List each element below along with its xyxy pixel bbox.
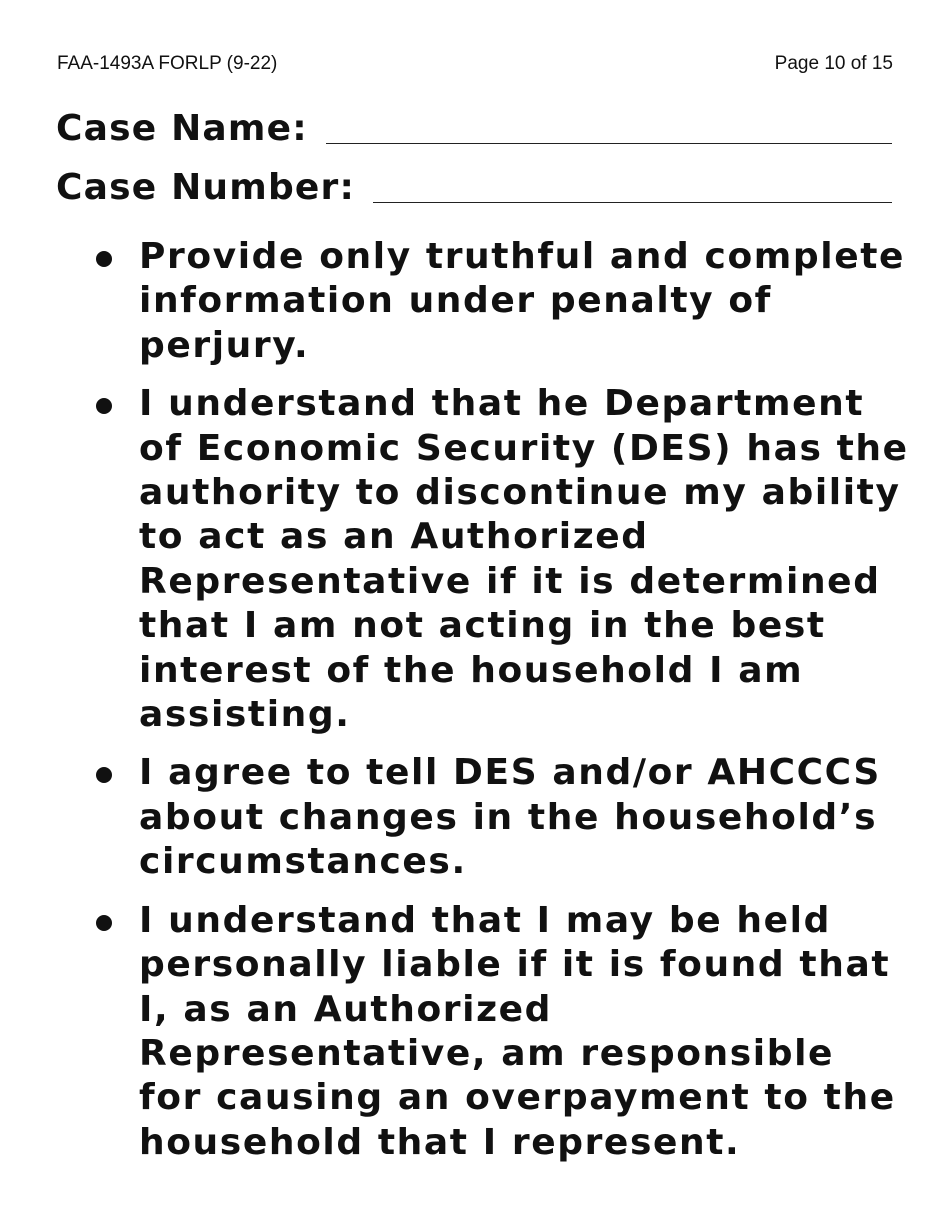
page-header xyxy=(57,52,893,76)
bullet-icon xyxy=(96,251,112,267)
bullet-icon xyxy=(96,398,112,414)
list-item xyxy=(96,899,910,1165)
list-item-text: I agree to tell DES and/or AHCCCS about changes in the household’s circumstances. xyxy=(139,752,881,883)
list-item xyxy=(96,382,910,737)
form-id: FAA-1493A FORLP (9-22) xyxy=(57,53,278,74)
list-item-text: Provide only truthful and complete information under penalty of perjury. xyxy=(139,236,906,366)
page-number: Page 10 of 15 xyxy=(774,53,893,74)
case-name-line xyxy=(326,142,892,144)
list-item-text: I understand that he Department of Economic Security (DES) has the authority to discontinue my ability to act as an Authorized Representative if it is determined that I am not acting in the best interest of the household I am assisting. xyxy=(139,383,909,736)
case-number-field xyxy=(56,167,892,209)
bullet-icon xyxy=(96,915,112,931)
case-name-field xyxy=(56,108,892,150)
list-item-text: I understand that I may be held personally liable if it is found that I, as an Authorized Representative, am responsible for causing an overpayment to the household that I represent. xyxy=(139,899,896,1163)
list-item xyxy=(96,751,910,884)
case-number-line xyxy=(373,201,892,203)
case-number-label: Case Number: xyxy=(56,167,356,208)
list-item xyxy=(96,235,910,368)
case-name-label: Case Name: xyxy=(56,108,308,149)
acknowledgement-list xyxy=(96,235,910,1179)
bullet-icon xyxy=(96,767,112,783)
